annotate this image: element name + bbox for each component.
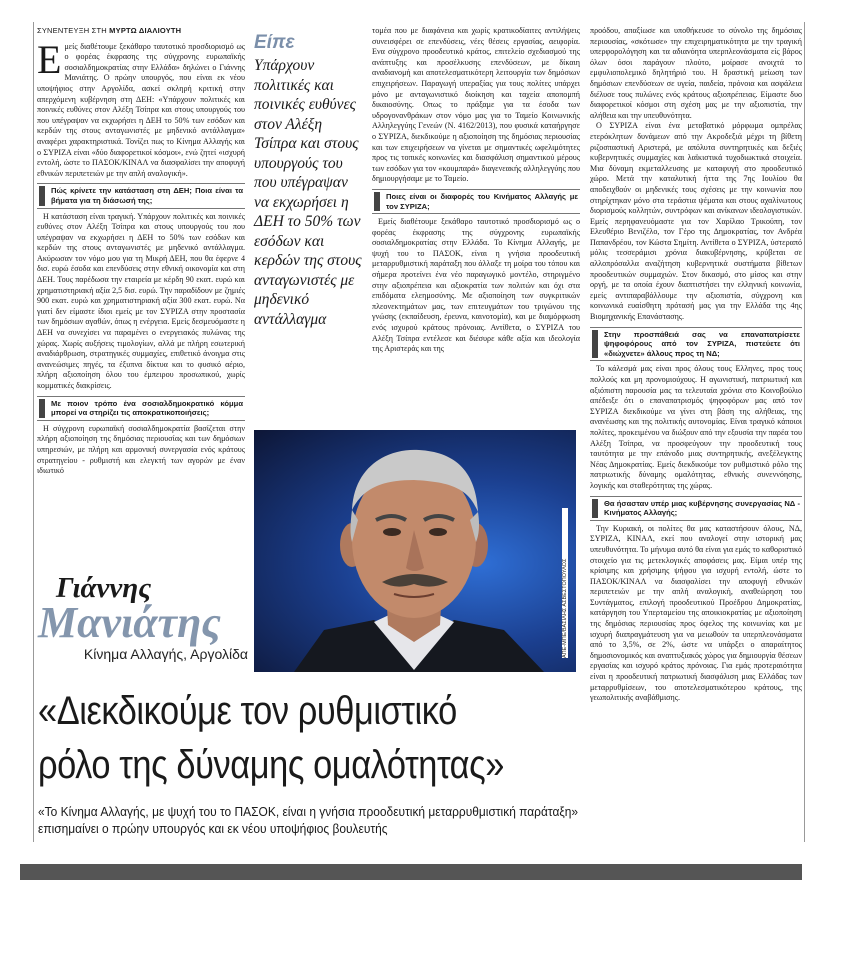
pull-quote-head: Είπε bbox=[254, 32, 295, 53]
deck-rest: επισημαίνει ο πρώην υπουργός και εκ νέου υποψήφιος βουλευτής bbox=[38, 821, 388, 836]
headline-line-1: «Διεκδικούμε τον ρυθμιστικό bbox=[38, 689, 457, 733]
question-3: Ποιες είναι οι διαφορές του Κινήματος Αλλαγής με τον ΣΥΡΙΖΑ; bbox=[372, 189, 580, 214]
column-4 bbox=[590, 26, 802, 704]
headline-line-2: ρόλο της δύναμης ομαλότητας» bbox=[38, 743, 504, 787]
question-1: Πώς κρίνετε την κατάσταση στη ΔΕΗ; Ποια είναι τα βήματα για τη διάσωσή της; bbox=[37, 183, 245, 208]
column-3 bbox=[372, 26, 580, 355]
party-constituency: Κίνημα Αλλαγής, Αργολίδα bbox=[83, 646, 248, 662]
answer-1: Η κατάσταση είναι τραγική. Υπάρχουν πολιτικές και ποινικές ευθύνες στον Αλέξη Τσίπρα και στους υπουργούς του που υπέγραψαν να εκχωρήσει η ΔΕΗ το 50% των εσόδων και κερδών της στους ανταγωνιστές με μηδενικό αντάλλαγμα. Ακύρωσαν τον νόμο μου για τη Μικρή ΔΕΗ, που θα έφερνε 4 δισ. ευρώ έσοδα και επενδύσεις στην εθνική οικονομία και στη ΔΕΗ. Τους παρέδωσα την εταιρεία με κέρδη 90 εκατ. ευρώ και χρηματιστηριακή αξία 2,5 δισ. ευρώ. Την παραδίδουν με ζημιές 900 εκατ. ευρώ και χρηματιστηριακή αξία 300 εκατ. ευρώ. Να γιατί δεν είμαστε ίδιοι εμείς με τον ΣΥΡΙΖΑ στην προστασία των δημόσιων αγαθών, όπως η ενέργεια. Εμείς δεσμευόμαστε η ΔΕΗ να συνεχίσει να παραμένει ο ενεργειακός πυλώνας της χώρας. Χωρίς αυξήσεις τιμολογίων, αλλά με πλήρη εσωτερική αναδιάρθρωση, στρατηγικές συμμαχίες, επιθετικό άνοιγμα στις ανανεώσιμες πηγές, τα έξυπνα δίκτυα και το φυσικό αέριο, πλήρη αξιοποίηση όλου του έμπειρου προσωπικού, χωρίς κομματικές διακρίσεις. bbox=[37, 211, 245, 390]
deck-text bbox=[38, 803, 581, 837]
photo-credit: ΑΠΕ-ΜΠΕ/ΒΑΣΙΛΗΣ ΑΣΒΕΣΤΟΠΟΥΛΟΣ bbox=[562, 508, 568, 658]
byline-author: ΜΥΡΤΩ ΔΙΑΛΙΟΥΤΗ bbox=[109, 26, 182, 35]
question-2: Με ποιον τρόπο ένα σοσιαλδημοκρατικό κόμμα μπορεί να στηρίζει τις αποκρατικοποιήσεις; bbox=[37, 396, 245, 421]
deck-quote: «Το Κίνημα Αλλαγής, με ψυχή του το ΠΑΣΟΚ, είναι η γνήσια προοδευτική μεταρρυθμιστική παράταξη» bbox=[38, 804, 579, 819]
column-3-continued: τομέα που με διαφάνεια και χωρίς κρατικοδίαιτες αντιλήψεις συνεισφέρει σε επενδύσεις, νέες θέσεις εργασίας, αειφορία. Ενα σύγχρονο προοδευτικό κράτος, επιτελείο σχεδιασμού της ανάπτυξης και προσέλκυσης επενδύσεων, με δίκαιη αναδιανομή και αποτελεσματικότερη λειτουργία των δημόσιων επιχειρήσεων. Παραγωγή υπεραξίας για τους πολίτες υπάρχει μόνο με ανταγωνιστικό διοίκηση και ταχεία αποπομπή δικαιοσύνης. Οπως το πράξαμε για τα έσοδα των υδρογονανθράκων στον νόμο μας για το Ταμείο Κοινωνικής Αλληλεγγύης Γενεών (Ν. 4162/2013), που φυσικά καταήργησε ο ΣΥΡΙΖΑ, διεκδικούμε η αξιοποίηση της δημόσιας περιουσίας και των επιχειρήσεων να γίνεται με σημαντικές ωφελιμότητες προς τις τοπικές κοινωνίες και διασφάλιση σημαντικού μέρους των εσόδων για τον «κουμπαρά» διαγενεακής αλληλεγγύης που δημιουργήσαμε με το Ταμείο. bbox=[372, 26, 580, 184]
last-name: Μανιάτης bbox=[38, 598, 221, 647]
column-1 bbox=[37, 26, 245, 477]
first-name: Γιάννης bbox=[56, 572, 152, 604]
deck bbox=[38, 803, 628, 837]
portrait-illustration bbox=[254, 430, 576, 672]
dropcap-letter: Ε bbox=[37, 36, 62, 82]
footer-bar bbox=[20, 864, 802, 880]
byline-prefix: ΣΥΝΕΝΤΕΥΞΗ ΣΤΗ bbox=[37, 26, 107, 35]
pull-quote-text: Υπάρχουν πολιτικές και ποινικές ευθύνες στον Αλέξη Τσίπρα και στους υπουργούς του που υπέγραψαν να εκχωρήσει η ΔΕΗ το 50% των εσόδων και κερδών της στους ανταγωνιστές με μηδενικό αντάλλαγμα bbox=[254, 57, 362, 328]
column-rule-left bbox=[33, 22, 34, 842]
portrait-photo bbox=[254, 430, 576, 672]
question-4: Στην προσπάθειά σας να επαναπατρίσετε ψηφοφόρους από τον ΣΥΡΙΖΑ, πιστεύετε ότι «διώχνετε» άλλους προς τη ΝΔ; bbox=[590, 327, 802, 362]
headline bbox=[38, 684, 678, 800]
question-5: Θα ήσασταν υπέρ μιας κυβέρνησης συνεργασίας ΝΔ - Κινήματος Αλλαγής; bbox=[590, 496, 802, 521]
pull-quote bbox=[254, 32, 362, 329]
column-rule-right bbox=[804, 22, 805, 842]
answer-4: Το κάλεσμά μας είναι προς όλους τους Ελληνες, προς τους πολλούς και μη προνομιούχους. Η αγωνιστική, πατριωτική και αξιόπιστη παρουσία μας τα τελευταία χρόνια στο Κοινοβούλιο απέδειξε ότι ο επαναπατρισμός ψηφοφόρων μας από τον ΣΥΡΙΖΑ διεκδικούμε να γίνει στη βάση της αλήθειας, της ανανέωσης και της πολιτικής αυτονομίας. Είναι τραγικό κάποιοι πολίτες, προκειμένου να διώξουν από την εξουσία την παρέα του Αλέξη Τσίπρα, να προσφεύγουν την προοδευτική τους ταυτότητα με την επάνοδο μιας συντηρητικής, ανεξέλεγκτης Νέας Δημοκρατίας. Εμείς διεκδικούμε τον ρυθμιστικό ρόλο της πατριωτικής δύναμης ομαλότητας, εθνικής συνεννόησης, λογικής και σταθερότητας της χώρας. bbox=[590, 364, 802, 490]
answer-2: Η σύγχρονη ευρωπαϊκή σοσιαλδημοκρατία βασίζεται στην πλήρη αξιοποίηση της δημόσιας περιουσίας και των δημόσιων υπηρεσιών, με πλήρη και αρμονική συνεργασία ενός κράτους στρατηγείου - ρυθμιστή και ελεγκτή των αγορών με έναν ιδιωτικό bbox=[37, 423, 245, 476]
intro-text: μείς διαθέτουμε ξεκάθαρο ταυτοτικό προσδιορισμό ως ο φορέας έκφρασης της σύγχρονης ευρωπαϊκής σοσιαλδημοκρατίας στην Ελλάδα» δηλώνει ο Γιάννης Μανιάτης. Ο πρώην υπουργός, που είναι εκ νέου υποψήφιος στην Αργολίδα, ασκεί σκληρή κριτική στην απερχόμενη κυβέρνηση στη ΔΕΗ: «Υπάρχουν πολιτικές και ποινικές ευθύνες στον Αλέξη Τσίπρα και στους υπουργούς του που υπέγραψαν να εκχωρήσει η ΔΕΗ το 50% των εσόδων και κερδών της στους ανταγωνιστές με μηδενικό αντάλλαγμα» αναφέρει χαρακτηριστικά. Τονίζει πως το Κίνημα Αλλαγής και ο ΣΥΡΙΖΑ είναι «δύο διαφορετικοί κόσμοι», ενώ ζητεί «ισχυρή εντολή, ώστε το ΠΑΣΟΚ/ΚΙΝΑΛ να διασφαλίσει την αποφυγή εθνικών περιπετειών με την απλή αναλογική». bbox=[37, 41, 245, 178]
column-4-paragraph: Ο ΣΥΡΙΖΑ είναι ένα μεταβατικό μόρφωμα ομπρέλας ετερόκλητων δυνάμεων από την Ακροδεξιά μέχρι τη βίθετη ριζοσπαστική Αριστερά, με απόλυτα συντηρητικές και δεξιές κυβερνητικές συμμαχίες και λαϊκιστικά τυχοδιωκτικά στοιχεία. Μια δύναμη εκμεταλλευσης με καταφυγή στο προοδευτικό χώρο. Μετά την καταλυτική ήττα της 7ης Ιουλίου θα αποδειχθούν οι μηδενικές τους σχέσεις με την κοινωνία που στηρίχτηκαν μόνο στα τεράστια ψέματα και στους αχαλίνωτους διορισμούς κολλητών, συντρόφων και ανίκανων ιδεολογιστικών. Εμείς περηφανευόμαστε για τον Χαρίλαο Τρικούπη, τον Ελευθέριο Βενιζέλο, τον Γέρο της Δημοκρατίας, τον Ανδρέα Παπανδρέου, τον Κώστα Σημίτη. Αντίθετα ο ΣΥΡΙΖΑ, ύστεραπό μόλις τεσσεράμισι χρόνια διακυβέρνησης, κρύβεται σε αλλοπρόσαλλα αναζήτηση κυβερνητικά συστήματα βίθετων προοδευτικών συμμαχιών. Στον δικασμό, στο μίσος και στην οργή, με τα οποία έχουν διαπτιστήσει την ελληνική κοινωνία, εμείς αντιπαραβάλλουμε την αξιοπιστία, σύγχρονη και κοινωνικά ευαίσθητη πρότασή μας για την Ελλάδα της 4ης Βιομηχανικής Επανάστασης. bbox=[590, 121, 802, 322]
intro-paragraph bbox=[37, 36, 245, 180]
byline bbox=[37, 26, 245, 37]
answer-3: Εμείς διαθέτουμε ξεκάθαρο ταυτοτικό προσδιορισμό ως ο φορέας έκφρασης της σύγχρονης ευρωπαϊκής σοσιαλδημοκρατίας στην Ελλάδα. Το Κίνημα Αλλαγής, με ψυχή του το ΠΑΣΟΚ, είναι η γνήσια προοδευτική μεταρρυθμιστική παράταξη που άλλαξε τη μοίρα του τόπου και σήμερα προτείνει ένα νέο παραγωγικό μοντέλο, στηριγμένο στην αξιοπρέπεια και αξιοκρατία των πολιτών και όχι στα επιδόματα ελεημοσύνης. Με αξιοποίηση των συγκριτικών πλεονεκτημάτων μας, των επιτευγμάτων του τριγώνου της γνώσης (εκπαίδευση, έρευνα, καινοτομία), και με διαμόρφωση ενός ισχυρού κράτους πρόνοιας. Αντίθετα, ο ΣΥΡΙΖΑ του Αλέξη Τσίπρα εντέλεσε και διέσυρε κάθε αξία και ιδεολογία της Αριστεράς και της bbox=[372, 217, 580, 354]
column-4-continued: προόδου, απαξίωσε και υποθήκευσε το σύνολο της δημόσιας περιουσίας, «σκότωσε» την επιχειρηματικότητα με την τραγική υπερφορολόγηση και τα αδιανόητα υπερπλεονάσματα είς βάρος όλων όσοι παράγουν πλούτο, μοίρασε ανοιχτά το εμφυλιοπολεμικό δηλητήριό του. Η δραστική μείωση των δημόσιων επενδύσεων σε υγεία, παιδεία, πρόνοια και ασφάλεια διέλυσε τους πυλώνες ενός κράτους αξιοπρέπειας. Είμαστε δυο διαφορετικοί κόσμοι στη σχέση μας με την αξιοπιστία, την αλήθεια και την υπευθυνότητα. bbox=[590, 26, 802, 120]
answer-5: Την Κυριακή, οι πολίτες θα μας καταστήσουν όλους, ΝΔ, ΣΥΡΙΖΑ, ΚΙΝΑΛ, εκεί που αναλογεί στην ιστορική μας υπευθυνότητα. Το μήνυμα αυτό θα είναι για εμάς το καθοριστικό στοιχείο για τις μετεκλογικές αποφάσεις μας. Είμαι υπέρ της κρίσιμης και χρήσιμης ψήφου για ισχυρή εντολή, ώστε το ΠΑΣΟΚ/ΚΙΝΑΛ να διασφαλίσει την αποφυγή εθνικών περιπετειών με την απλή αναλογική, αναθεώρηση του Συντάγματος, επιλογή προοδευτικού Προέδρου Δημοκρατίας, κατάργηση του Υπερταμείου της αποικιοκρατίας με αξιοποίηση της δημόσιας περιουσίας προς όφελος της κοινωνίας και με ισχυρή διαπραγμάτευση για να μειωθούν τα υπερπλεονάσματα από το 3,5%, σε 2%, ώστε να υπάρξει ο απαραίτητος δημοσιονομικός και αναπτυξιακός χώρος για δημιουργία θέσεων εργασίας και ισχυρό κράτος πρόνοιας. Για εμάς προτεραιότητα είναι η προοδευτική πατριωτική διασφάλιση μιας Ελλάδας των μεταρρυθμίσεων, του αποτελεσματικότερου κράτους, της γεωπολιτικής αναβάθμισης. bbox=[590, 523, 802, 703]
interviewee-name-block bbox=[38, 572, 248, 662]
